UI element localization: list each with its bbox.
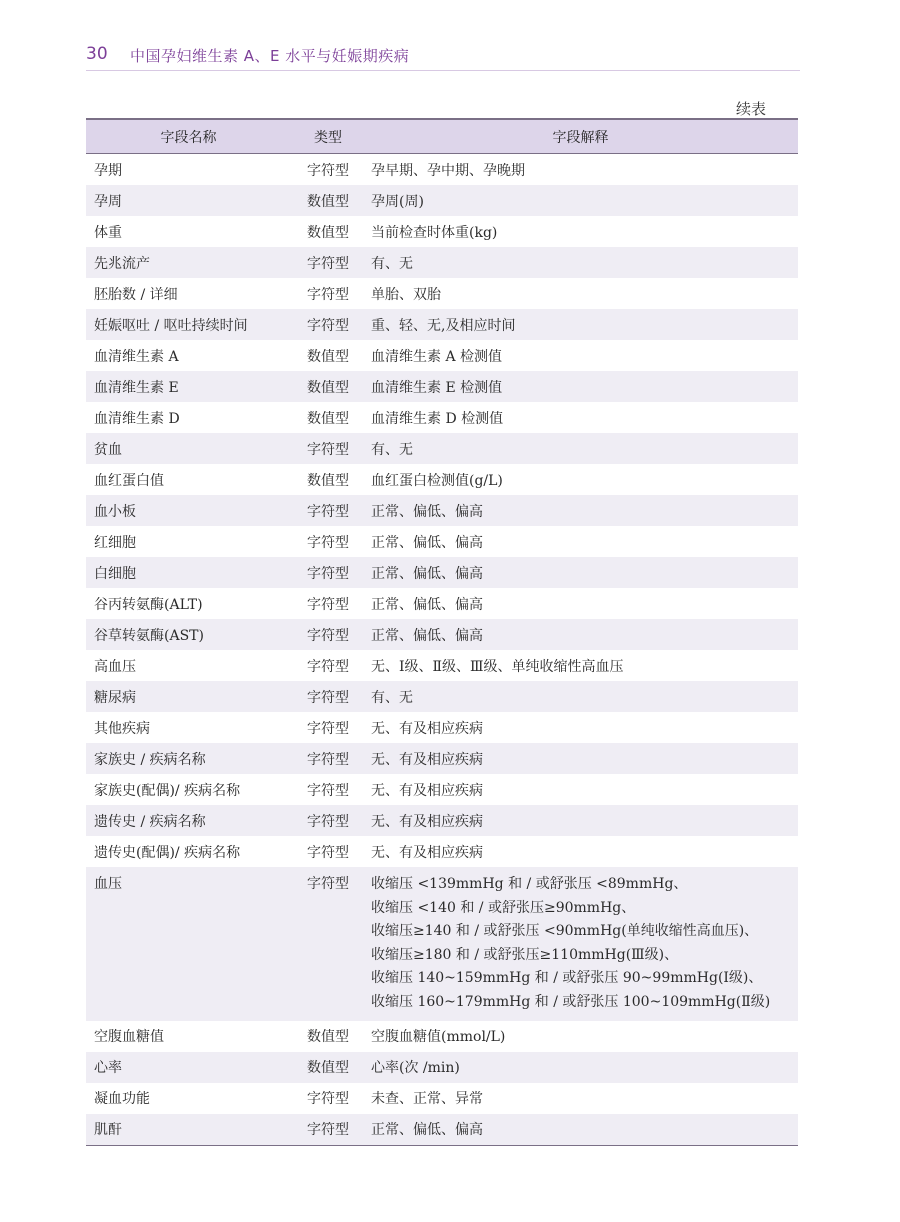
table-body [86, 154, 798, 1146]
field-type-cell: 字符型 [307, 1122, 349, 1139]
field-type-cell: 字符型 [307, 813, 349, 830]
field-type-cell: 数值型 [307, 193, 349, 210]
field-description-cell: 孕周(周) [371, 193, 424, 210]
field-description-cell: 无、Ⅰ级、Ⅱ级、Ⅲ级、单纯收缩性高血压 [371, 658, 624, 675]
field-type-cell: 字符型 [307, 658, 349, 675]
table-row [86, 464, 798, 495]
field-type-cell: 数值型 [307, 410, 349, 427]
field-type-cell: 字符型 [307, 255, 349, 272]
field-name-cell: 血清维生素 A [94, 348, 179, 365]
field-description-cell: 单胎、双胎 [371, 286, 441, 303]
table-row [86, 805, 798, 836]
field-name-cell: 家族史 / 疾病名称 [94, 751, 206, 768]
description-line: 收缩压≥180 和 / 或舒张压≥110mmHg(Ⅲ级)、 [371, 946, 679, 963]
field-type-cell: 字符型 [307, 627, 349, 644]
field-description-cell: 无、有及相应疾病 [371, 813, 483, 830]
field-type-cell: 字符型 [307, 876, 349, 892]
field-type-cell: 字符型 [307, 162, 349, 179]
field-type-cell: 字符型 [307, 317, 349, 334]
description-line: 收缩压≥140 和 / 或舒张压 <90mmHg(单纯收缩性高血压)、 [371, 923, 759, 940]
field-name-cell: 血清维生素 E [94, 379, 179, 396]
table-row [86, 154, 798, 186]
field-description-cell: 有、无 [371, 441, 413, 458]
field-type-cell: 字符型 [307, 782, 349, 799]
table-row [86, 340, 798, 371]
field-description-cell: 血清维生素 E 检测值 [371, 379, 503, 396]
field-name-cell: 血小板 [94, 503, 136, 520]
field-name-cell: 高血压 [94, 658, 136, 675]
description-line: 收缩压 140~159mmHg 和 / 或舒张压 90~99mmHg(Ⅰ级)、 [371, 970, 763, 987]
field-type-cell: 字符型 [307, 565, 349, 582]
table-row [86, 774, 798, 805]
field-name-cell: 血压 [94, 876, 122, 892]
field-name-cell: 遗传史 / 疾病名称 [94, 813, 206, 830]
field-description-cell: 正常、偏低、偏高 [371, 534, 483, 551]
field-description-cell: 无、有及相应疾病 [371, 782, 483, 799]
description-line: 收缩压 <139mmHg 和 / 或舒张压 <89mmHg、 [371, 876, 688, 892]
field-name-cell: 胚胎数 / 详细 [94, 286, 178, 303]
table-row [86, 588, 798, 619]
field-type-cell: 数值型 [307, 1029, 349, 1046]
table-row [86, 681, 798, 712]
field-name-cell: 血清维生素 D [94, 410, 180, 427]
table-header-row [86, 119, 798, 154]
field-description-cell: 正常、偏低、偏高 [371, 596, 483, 613]
field-description-cell [364, 867, 798, 1021]
table-continued-label: 续表 [735, 100, 766, 118]
field-type-cell: 字符型 [307, 720, 349, 737]
field-type-cell: 字符型 [307, 844, 349, 861]
table-row [86, 650, 798, 681]
field-description-cell: 心率(次 /min) [371, 1060, 460, 1077]
table-row [86, 619, 798, 650]
field-name-cell: 家族史(配偶)/ 疾病名称 [94, 782, 241, 799]
field-name-cell: 红细胞 [94, 534, 136, 551]
field-type-cell: 数值型 [307, 224, 349, 241]
field-name-cell: 血红蛋白值 [94, 472, 164, 489]
field-description-cell: 血清维生素 D 检测值 [371, 410, 504, 427]
table-row [86, 743, 798, 774]
page-number: 30 [86, 44, 108, 64]
field-description-cell: 未查、正常、异常 [371, 1091, 483, 1108]
field-type-cell: 字符型 [307, 596, 349, 613]
table-row [86, 278, 798, 309]
field-description-cell: 正常、偏低、偏高 [371, 503, 483, 520]
table-row [86, 495, 798, 526]
description-line: 收缩压 160~179mmHg 和 / 或舒张压 100~109mmHg(Ⅱ级) [371, 993, 771, 1010]
table-row [86, 185, 798, 216]
field-name-cell: 先兆流产 [94, 255, 150, 272]
table-row [86, 309, 798, 340]
data-field-table [86, 118, 798, 1146]
table-row [86, 526, 798, 557]
field-description-cell: 血清维生素 A 检测值 [371, 348, 503, 365]
running-title: 中国孕妇维生素 A、E 水平与妊娠期疾病 [130, 47, 410, 65]
table-row [86, 712, 798, 743]
field-description-cell: 空腹血糖值(mmol/L) [371, 1029, 506, 1046]
field-type-cell: 数值型 [307, 472, 349, 489]
field-type-cell: 数值型 [307, 1060, 349, 1077]
field-type-cell: 字符型 [307, 534, 349, 551]
field-description-cell: 无、有及相应疾病 [371, 751, 483, 768]
column-header-description: 字段解释 [552, 129, 609, 146]
field-type-cell: 字符型 [307, 286, 349, 303]
field-name-cell: 谷草转氨酶(AST) [94, 627, 204, 644]
table-row [86, 836, 798, 867]
field-description-cell: 正常、偏低、偏高 [371, 627, 483, 644]
table-row [86, 867, 798, 1021]
field-name-cell: 空腹血糖值 [94, 1029, 164, 1046]
table-row [86, 1114, 798, 1146]
field-description-cell: 孕早期、孕中期、孕晚期 [371, 162, 525, 179]
field-name-cell: 贫血 [94, 441, 122, 458]
table-row [86, 247, 798, 278]
table-row [86, 402, 798, 433]
page-header [86, 40, 800, 71]
field-type-cell: 数值型 [307, 379, 349, 396]
field-name-cell: 肌酐 [94, 1122, 122, 1139]
field-description-cell: 当前检查时体重(kg) [371, 224, 498, 241]
table-row [86, 1052, 798, 1083]
field-name-cell: 糖尿病 [94, 689, 136, 706]
table-row [86, 371, 798, 402]
table-row [86, 433, 798, 464]
field-type-cell: 字符型 [307, 751, 349, 768]
field-description-cell: 正常、偏低、偏高 [371, 1122, 483, 1139]
table-row [86, 557, 798, 588]
description-line: 收缩压 <140 和 / 或舒张压≥90mmHg、 [371, 899, 636, 916]
field-name-cell: 其他疾病 [94, 720, 150, 737]
table-row [86, 216, 798, 247]
field-description-cell: 无、有及相应疾病 [371, 844, 483, 861]
field-name-cell: 妊娠呕吐 / 呕吐持续时间 [94, 317, 248, 334]
field-type-cell: 字符型 [307, 689, 349, 706]
field-type-cell: 字符型 [307, 1091, 349, 1108]
field-name-cell: 凝血功能 [94, 1091, 150, 1108]
table-row [86, 1083, 798, 1114]
table-row [86, 1021, 798, 1052]
field-type-cell: 字符型 [307, 503, 349, 520]
field-name-cell: 谷丙转氨酶(ALT) [94, 596, 203, 613]
field-description-cell: 有、无 [371, 689, 413, 706]
field-description-cell: 有、无 [371, 255, 413, 272]
column-header-field-name: 字段名称 [160, 129, 217, 146]
field-type-cell: 字符型 [307, 441, 349, 458]
field-name-cell: 心率 [94, 1060, 122, 1077]
field-type-cell: 数值型 [307, 348, 349, 365]
field-name-cell: 孕期 [94, 162, 122, 179]
field-name-cell: 体重 [94, 224, 122, 241]
column-header-type: 类型 [314, 129, 342, 146]
field-name-cell: 孕周 [94, 193, 122, 210]
field-name-cell: 遗传史(配偶)/ 疾病名称 [94, 844, 241, 861]
field-description-cell: 重、轻、无,及相应时间 [371, 317, 516, 334]
field-description-cell: 无、有及相应疾病 [371, 720, 483, 737]
field-name-cell: 白细胞 [94, 565, 136, 582]
field-description-cell: 正常、偏低、偏高 [371, 565, 483, 582]
field-description-cell: 血红蛋白检测值(g/L) [371, 472, 503, 489]
